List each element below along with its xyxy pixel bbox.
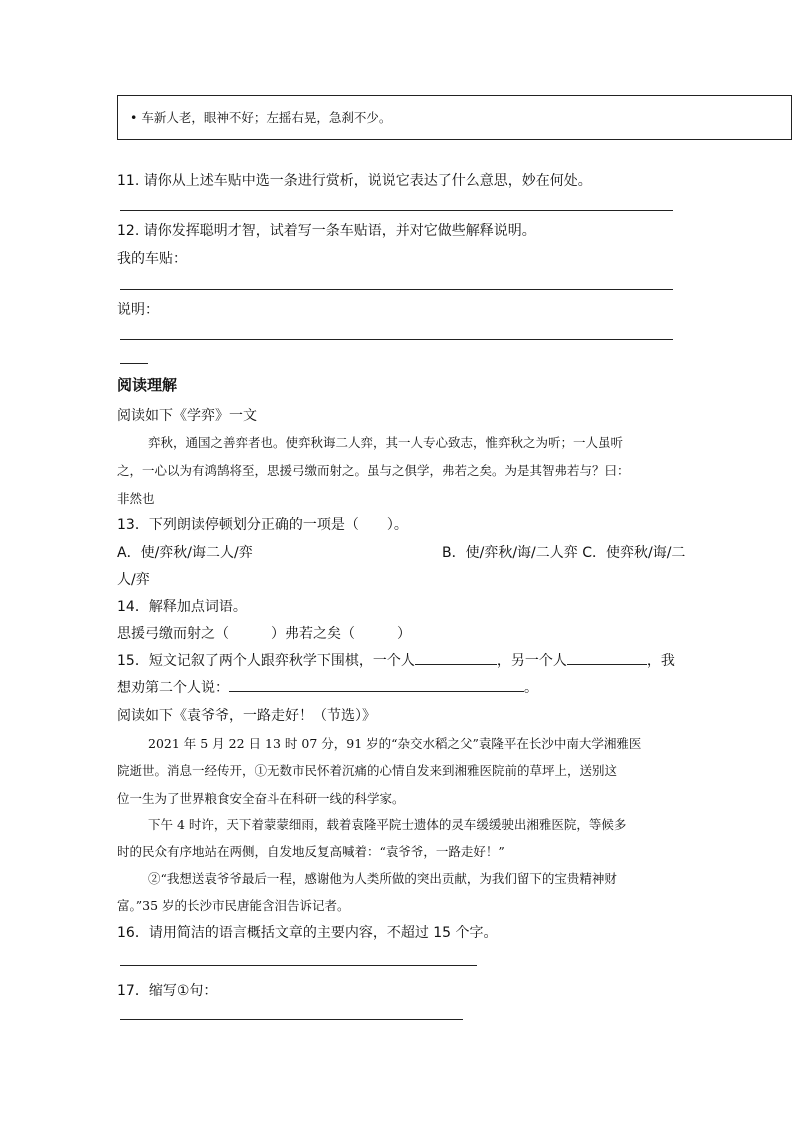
yuan-p1-line-1: 2021 年 5 月 22 日 13 时 07 分，91 岁的“杂交水稻之父”袁隆平在长沙中南大学湘雅医 bbox=[148, 736, 642, 751]
option-c-continued: 人/弈 bbox=[117, 572, 150, 588]
blank-second-person[interactable] bbox=[567, 650, 647, 665]
my-sticker-label: 我的车贴： bbox=[117, 251, 187, 267]
question-12: 12. 请你发挥聪明才智，试着写一条车贴语，并对它做些解释说明。 bbox=[117, 223, 536, 239]
q15-part-b: ，另一个人 bbox=[496, 653, 567, 669]
xueyi-line-2: 之，一心以为有鸿鹄将至，思援弓缴而射之。虽与之俱学，弗若之矣。为是其智弗若与？曰： bbox=[117, 463, 630, 478]
yuan-p2-line-2: 时的民众有序地站在两侧，自发地反复高喊着：“袁爷爷，一路走好！” bbox=[117, 844, 505, 859]
question-14-items[interactable]: 思援弓缴而射之（ ）弗若之矣（ ） bbox=[117, 626, 411, 642]
question-15-line-1 bbox=[117, 650, 675, 670]
yuan-p1-line-3: 位一生为了世界粮食安全奋斗在科研一线的科学家。 bbox=[117, 791, 405, 806]
answer-line-17[interactable] bbox=[120, 1019, 463, 1020]
blank-persuade[interactable] bbox=[229, 677, 524, 692]
option-a[interactable]: A．使/弈秋/诲二人/弈 bbox=[117, 545, 253, 561]
answer-line-explain[interactable] bbox=[120, 339, 673, 340]
q15-part-a: 15．短文记叙了两个人跟弈秋学下围棋，一个人 bbox=[117, 653, 415, 669]
q15-part-c: ，我 bbox=[646, 653, 675, 669]
box-bullet-item: • 车新人老，眼神不好；左摇右晃，急刹不少。 bbox=[130, 110, 392, 125]
xueyi-line-1: 弈秋，通国之善弈者也。使弈秋诲二人弈，其一人专心致志，惟弈秋之为听；一人虽听 bbox=[148, 435, 624, 450]
q15-end: 。 bbox=[524, 680, 538, 696]
xueyi-line-3: 非然也 bbox=[117, 491, 155, 506]
answer-line-16[interactable] bbox=[120, 965, 477, 966]
reading-2-intro: 阅读如下《袁爷爷，一路走好！（节选）》 bbox=[117, 708, 376, 724]
question-11: 11. 请你从上述车贴中选一条进行赏析，说说它表达了什么意思，妙在何处。 bbox=[117, 173, 592, 189]
answer-line-sticker[interactable] bbox=[120, 289, 673, 290]
box-item-text: 车新人老，眼神不好；左摇右晃，急刹不少。 bbox=[141, 110, 392, 125]
answer-line-11[interactable] bbox=[120, 210, 673, 211]
car-sticker-box bbox=[117, 95, 792, 140]
question-16: 16．请用简洁的语言概括文章的主要内容，不超过 15 个字。 bbox=[117, 925, 498, 941]
section-divider bbox=[120, 363, 148, 364]
yuan-p1-line-2: 院逝世。消息一经传开，①无数市民怀着沉痛的心情自发来到湘雅医院前的草坪上，送别这 bbox=[117, 763, 618, 778]
question-15-line-2 bbox=[117, 677, 538, 697]
question-14: 14．解释加点词语。 bbox=[117, 599, 247, 615]
reading-1-intro: 阅读如下《学弈》一文 bbox=[117, 408, 257, 424]
explain-label: 说明： bbox=[117, 302, 159, 318]
section-title: 阅读理解 bbox=[117, 376, 178, 394]
option-b-c[interactable]: B．使/弈秋/诲/二人弈 C．使弈秋/诲/二 bbox=[442, 545, 686, 561]
yuan-p3-line-2: 富。”35 岁的长沙市民唐能含泪告诉记者。 bbox=[117, 898, 350, 913]
q15-line2-text: 想劝第二个人说： bbox=[117, 680, 229, 696]
question-17: 17．缩写①句： bbox=[117, 983, 218, 999]
blank-first-person[interactable] bbox=[415, 650, 497, 665]
question-13: 13．下列朗读停顿划分正确的一项是（ ）。 bbox=[117, 517, 408, 533]
yuan-p2-line-1: 下午 4 时许，天下着蒙蒙细雨，载着袁隆平院士遗体的灵车缓缓驶出湘雅医院，等候多 bbox=[148, 817, 627, 832]
yuan-p3-line-1: ②“我想送袁爷爷最后一程，感谢他为人类所做的突出贡献，为我们留下的宝贵精神财 bbox=[148, 871, 617, 886]
